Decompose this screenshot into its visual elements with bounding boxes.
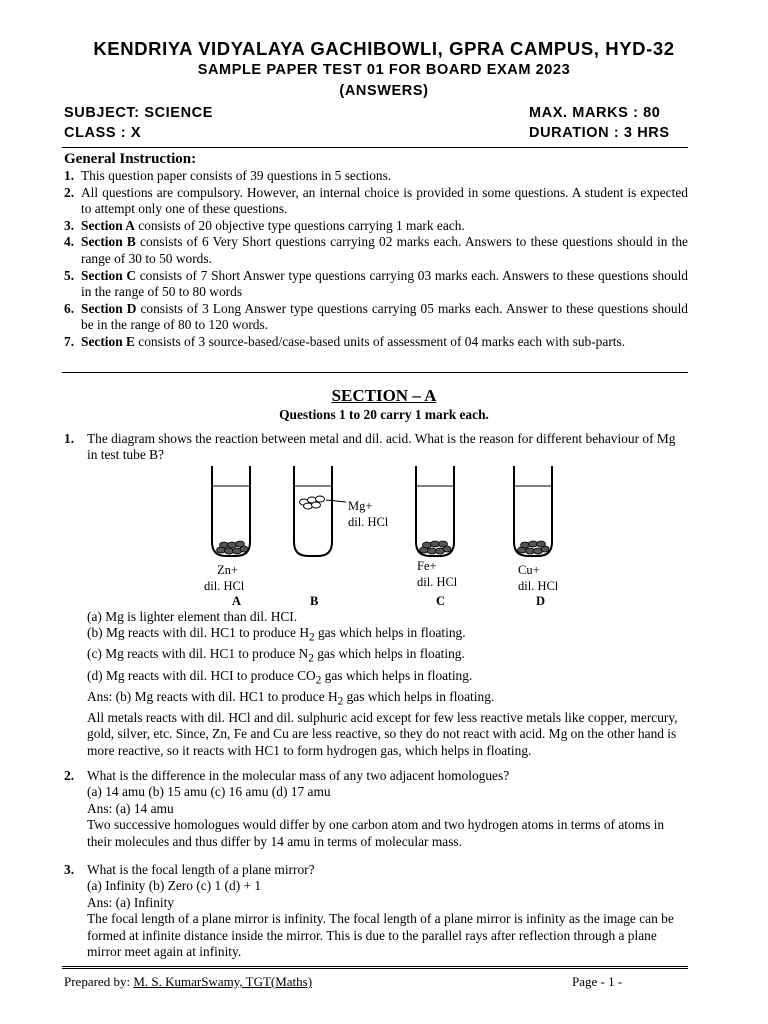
answer-text: Ans: (a) 14 amu <box>87 800 174 816</box>
question-text: The diagram shows the reaction between metal and dil. acid. What is the reason for different behaviour of Mg in test tube B? <box>87 431 676 463</box>
school-title: KENDRIYA VIDYALAYA GACHIBOWLI, GPRA CAMPUS, HYD-32 <box>93 38 675 59</box>
tube-b-metal: Mg+ <box>348 499 373 513</box>
tube-b-acid: dil. HCl <box>348 515 389 529</box>
instruction-item: 7. Section E consists of 3 source-based/case-based units of assessment of 04 marks each with sub-parts. <box>64 333 626 349</box>
class-label: CLASS : X <box>64 125 142 141</box>
test-tube-c <box>416 466 454 556</box>
explanation-text: Two successive homologues would differ by one carbon atom and two hydrogen atoms in terms of atoms in their molecules and thus differ by 14 amu in terms of molecular mass. <box>87 817 665 849</box>
options-text: (a) 14 amu (b) 15 amu (c) 16 amu (d) 17 amu <box>87 784 331 800</box>
question-2 <box>64 768 688 850</box>
explanation-text: The focal length of a plane mirror is infinity. The focal length of a plane mirror is infinity as the image can be formed at infinite distance inside the mirror. This is due to the parallel rays after reflection through a plane mirror meet again at infinity. <box>87 911 674 960</box>
tube-a-acid: dil. HCl <box>204 579 245 593</box>
options-text: (a) Infinity (b) Zero (c) 1 (d) + 1 <box>87 878 262 894</box>
tube-d-acid: dil. HCl <box>518 579 559 593</box>
test-tube-b <box>294 466 346 556</box>
question-1 <box>64 431 688 464</box>
instruction-item: 1. This question paper consists of 39 questions in 5 sections. <box>64 168 392 183</box>
footer-rule <box>62 966 688 969</box>
question-number: 1. <box>64 431 75 446</box>
tube-b-letter: B <box>310 594 319 608</box>
tube-d-metal: Cu+ <box>518 563 540 577</box>
footer-author: M. S. KumarSwamy, TGT(Maths) <box>133 974 313 989</box>
test-title: SAMPLE PAPER TEST 01 FOR BOARD EXAM 2023 <box>197 62 571 78</box>
page-number: Page - 1 - <box>572 974 623 989</box>
general-instruction-title: General Instruction: <box>64 151 197 167</box>
question-1-options <box>64 609 688 759</box>
question-3 <box>64 862 688 960</box>
answer-text: Ans: (b) Mg reacts with dil. HC1 to produce $H_2$ gas which helps in floating. <box>87 688 495 708</box>
instruction-item: 3. Section A consists of 20 objective type questions carrying 1 mark each. <box>64 217 465 233</box>
footer-prepared: Prepared by: M. S. KumarSwamy, TGT(Maths) <box>64 974 313 989</box>
explanation-text: All metals reacts with dil. HCl and dil. sulphuric acid except for few less reactive metals like copper, mercury, gold, silver, etc. Since, Zn, Fe and Cu are less reactive, so they do not react with acid. Mg on the other hand is more reactive, so it reacts with HC1 to form hydrogen gas, which helps in floating. <box>87 709 678 758</box>
test-tube-d <box>514 466 552 556</box>
tube-c-letter: C <box>436 594 446 608</box>
question-text: What is the difference in the molecular mass of any two adjacent homologues? <box>87 768 510 783</box>
tube-d-letter: D <box>536 594 546 608</box>
instruction-item: 5. Section C consists of 7 Short Answer type questions carrying 03 marks each. Answers to these questions should in the range of 50 to 80 words <box>64 267 688 300</box>
header-rule <box>62 147 688 148</box>
test-tube-a <box>212 466 250 556</box>
max-marks-label: MAX. MARKS : 80 <box>529 105 661 121</box>
option-b: (b) Mg reacts with dil. HC1 to produce $H_2$ gas which helps in floating. <box>87 625 466 645</box>
option-c: (c) Mg reacts with dil. HC1 to produce $N_2$ gas which helps in floating. <box>87 646 465 666</box>
duration-label: DURATION : 3 HRS <box>529 125 670 141</box>
option-a: (a) Mg is lighter element than dil. HCI. <box>87 609 298 624</box>
option-d: (d) Mg reacts with dil. HCI to produce $CO_2$ gas which helps in floating. <box>87 667 473 687</box>
tube-a-letter: A <box>232 594 242 608</box>
question-number: 3. <box>64 862 75 877</box>
instruction-item: 4. Section B consists of 6 Very Short questions carrying 02 marks each. Answers to these questions should in the range of 30 to 50 words. <box>64 234 689 266</box>
tube-c-metal: Fe+ <box>417 559 437 573</box>
answer-text: Ans: (a) Infinity <box>87 894 175 910</box>
subject-label: SUBJECT: SCIENCE <box>64 105 213 121</box>
question-number: 2. <box>64 768 75 783</box>
instruction-item: 2. All questions are compulsory. However, an internal choice is provided in some questions. A student is expected to attempt only one of these questions. <box>64 184 688 217</box>
question-text: What is the focal length of a plane mirror? <box>87 862 315 877</box>
test-tube-diagram <box>200 464 600 612</box>
instruction-item: 6. Section D consists of 3 Long Answer type questions carrying 05 marks each. Answer to these questions should be in the range of 80 to 120 words. <box>64 300 688 333</box>
answers-label: (ANSWERS) <box>339 83 429 99</box>
section-subtitle: Questions 1 to 20 carry 1 mark each. <box>279 407 489 422</box>
tube-c-acid: dil. HCl <box>417 575 458 589</box>
tube-a-metal: Zn+ <box>217 563 238 577</box>
instruction-rule <box>62 372 688 373</box>
section-title: SECTION – A <box>331 386 437 405</box>
instruction-list <box>64 168 688 351</box>
